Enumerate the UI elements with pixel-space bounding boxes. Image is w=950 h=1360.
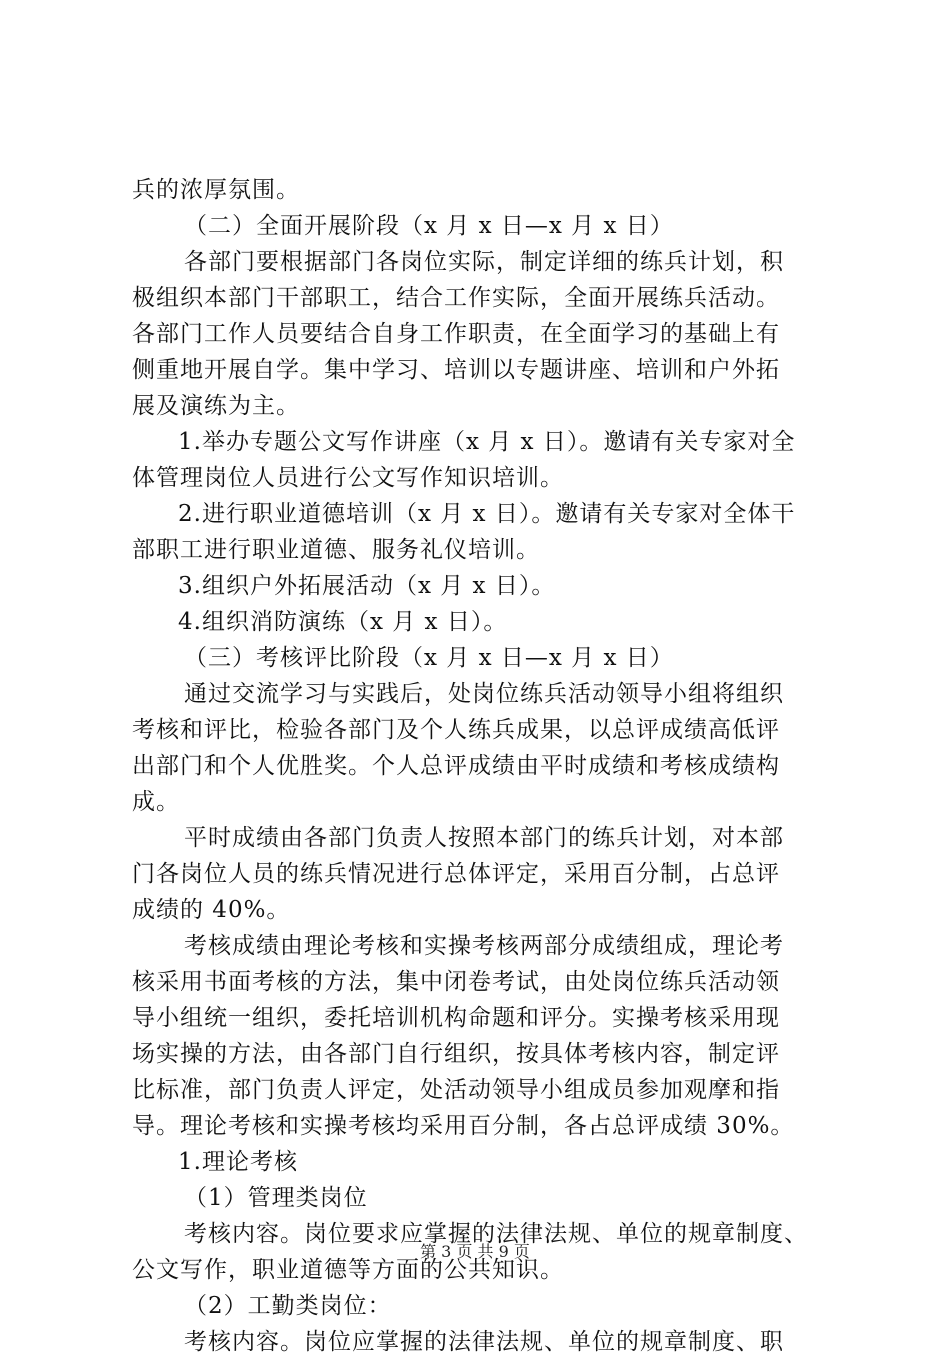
text-line: 导。理论考核和实操考核均采用百分制，各占总评成绩 30%。 <box>132 1113 795 1139</box>
list-item: 3.组织户外拓展活动（x 月 x 日）。 <box>178 573 556 599</box>
document-body <box>132 172 832 1360</box>
subsection-heading: （2）工勤类岗位： <box>184 1293 392 1319</box>
text-line: 导小组统一组织，委托培训机构命题和评分。实操考核采用现 <box>132 1005 780 1031</box>
text-line: 核采用书面考核的方法，集中闭卷考试，由处岗位练兵活动领 <box>132 969 780 995</box>
text-line: 展及演练为主。 <box>132 393 300 419</box>
text-line: 成。 <box>132 789 180 815</box>
section-heading: （三）考核评比阶段（x 月 x 日—x 月 x 日） <box>184 645 674 671</box>
text-line: 体管理岗位人员进行公文写作知识培训。 <box>132 465 564 491</box>
list-item: 1.举办专题公文写作讲座（x 月 x 日）。邀请有关专家对全 <box>178 429 796 455</box>
text-line: 部职工进行职业道德、服务礼仪培训。 <box>132 537 540 563</box>
section-heading: （二）全面开展阶段（x 月 x 日—x 月 x 日） <box>184 213 674 239</box>
text-line: 门各岗位人员的练兵情况进行总体评定，采用百分制，占总评 <box>132 861 780 887</box>
text-line: 兵的浓厚氛围。 <box>132 177 300 203</box>
text-line: 公文写作，职业道德等方面的公共知识。 <box>132 1257 564 1283</box>
subsection-heading: 1.理论考核 <box>178 1149 298 1175</box>
text-line: 比标准，部门负责人评定，处活动领导小组成员参加观摩和指 <box>132 1077 780 1103</box>
text-line: 侧重地开展自学。集中学习、培训以专题讲座、培训和户外拓 <box>132 357 780 383</box>
text-line: 场实操的方法，由各部门自行组织，按具体考核内容，制定评 <box>132 1041 780 1067</box>
subsection-heading: （1）管理类岗位 <box>184 1185 368 1211</box>
list-item: 2.进行职业道德培训（x 月 x 日）。邀请有关专家对全体干 <box>178 501 796 527</box>
text-line: 考核内容。岗位应掌握的法律法规、单位的规章制度、职 <box>184 1329 784 1355</box>
list-item: 4.组织消防演练（x 月 x 日）。 <box>178 609 508 635</box>
text-line: 考核成绩由理论考核和实操考核两部分成绩组成，理论考 <box>184 933 784 959</box>
text-line: 考核内容。岗位要求应掌握的法律法规、单位的规章制度、 <box>184 1221 808 1247</box>
text-line: 成绩的 40%。 <box>132 897 291 923</box>
text-line: 考核和评比，检验各部门及个人练兵成果，以总评成绩高低评 <box>132 717 780 743</box>
text-line: 平时成绩由各部门负责人按照本部门的练兵计划，对本部 <box>184 825 784 851</box>
text-line: 各部门工作人员要结合自身工作职责，在全面学习的基础上有 <box>132 321 780 347</box>
page-footer: 第 3 页 共 9 页 <box>420 1242 530 1261</box>
text-line: 极组织本部门干部职工，结合工作实际，全面开展练兵活动。 <box>132 285 780 311</box>
text-line: 各部门要根据部门各岗位实际，制定详细的练兵计划，积 <box>184 249 784 275</box>
text-line: 出部门和个人优胜奖。个人总评成绩由平时成绩和考核成绩构 <box>132 753 780 779</box>
text-line: 通过交流学习与实践后，处岗位练兵活动领导小组将组织 <box>184 681 784 707</box>
